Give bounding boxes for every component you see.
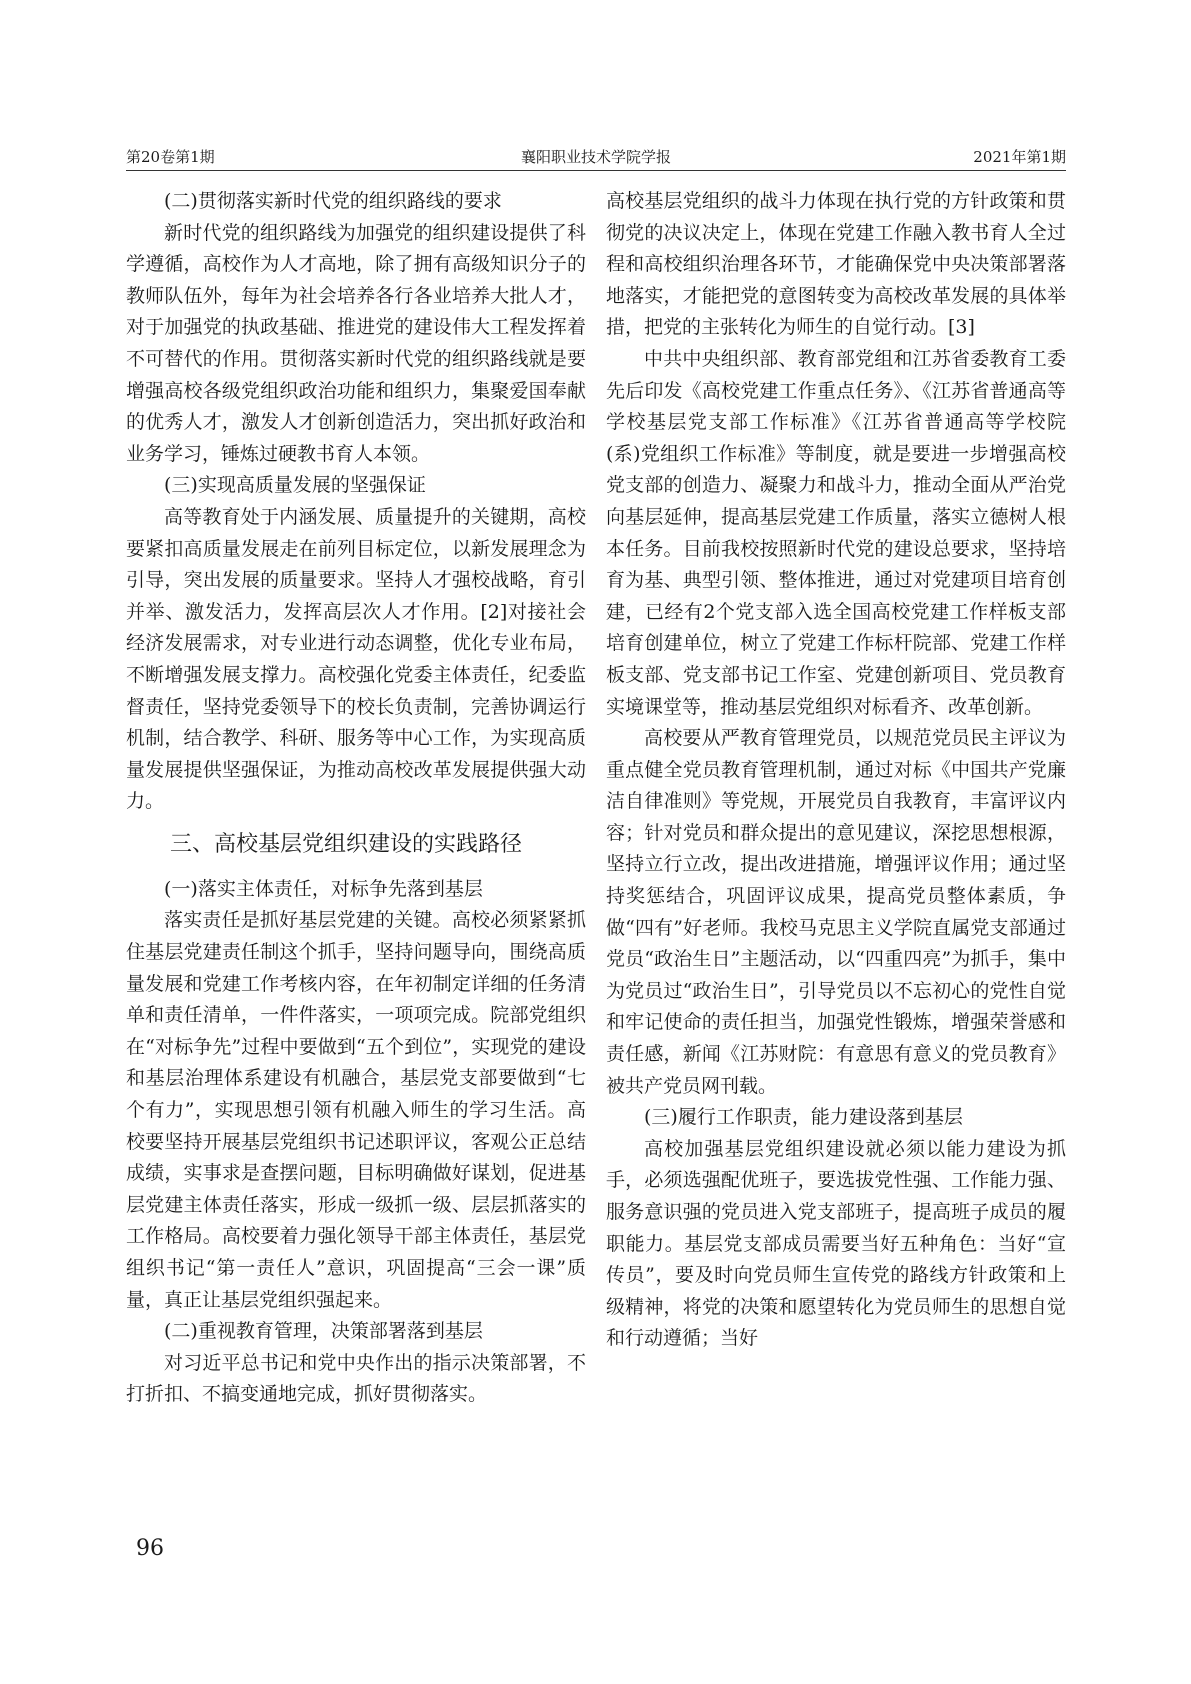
right-column xyxy=(606,186,1066,1355)
paragraph: 高等教育处于内涵发展、质量提升的关键期，高校要紧扣高质量发展走在前列目标定位，以新发展理念为引导，突出发展的质量要求。坚持人才强校战略，育引并举、激发活力，发挥高层次人才作用。[2]对接社会经济发展需求，对专业进行动态调整，优化专业布局，不断增强发展支撑力。高校强化党委主体责任，纪委监督责任，坚持党委领导下的校长负责制，完善协调运行机制，结合教学、科研、服务等中心工作，为实现高质量发展提供坚强保证，为推动高校改革发展提供强大动力。 xyxy=(126,505,586,813)
journal-title: 襄阳职业技术学院学报 xyxy=(520,148,671,166)
paragraph-continued: 高校基层党组织的战斗力体现在执行党的方针政策和贯彻党的决议决定上，体现在党建工作融入教书育人全过程和高校组织治理各环节，才能确保党中央决策部署落地落实，才能把党的意图转变为高校改革发展的具体举措，把党的主张转化为师生的自觉行动。[3] xyxy=(606,190,1066,339)
subsection-heading: (一)落实主体责任，对标争先落到基层 xyxy=(164,877,483,900)
left-column xyxy=(126,186,586,1411)
subsection-heading: (二)重视教育管理，决策部署落到基层 xyxy=(164,1320,483,1343)
header-rule xyxy=(126,170,1066,171)
running-header xyxy=(126,142,1066,168)
paragraph: 高校要从严教育管理党员，以规范党员民主评议为重点健全党员教育管理机制，通过对标《中国共产党廉洁自律准则》等党规，开展党员自我教育，丰富评议内容；针对党员和群众提出的意见建议，深挖思想根源，坚持立行立改，提出改进措施，增强评议作用；通过坚持奖惩结合，巩固评议成果，提高党员整体素质，争做“四有”好老师。我校马克思主义学院直属党支部通过党员“政治生日”主题活动，以“四重四亮”为抓手，集中为党员过“政治生日”，引导党员以不忘初心的党性自觉和牢记使命的责任担当，加强党性锻炼，增强荣誉感和责任感，新闻《江苏财院：有意思有意义的党员教育》被共产党员网刊载。 xyxy=(606,727,1066,1097)
paragraph: 对习近平总书记和党中央作出的指示决策部署，不打折扣、不搞变通地完成，抓好贯彻落实。 xyxy=(126,1351,586,1406)
subsection-heading: (三)履行工作职责，能力建设落到基层 xyxy=(644,1106,963,1129)
subsection-heading: (三)实现高质量发展的坚强保证 xyxy=(164,474,426,497)
paragraph: 高校加强基层党组织建设就必须以能力建设为抓手，必须选强配优班子，要选拔党性强、工作能力强、服务意识强的党员进入党支部班子，提高班子成员的履职能力。基层党支部成员需要当好五种角色：当好“宣传员”，要及时向党员师生宣传党的路线方针政策和上级精神，将党的决策和愿望转化为党员师生的思想自觉和行动遵循；当好 xyxy=(606,1137,1066,1350)
journal-issue: 2021年第1期 xyxy=(973,148,1066,166)
section-heading: 三、高校基层党组织建设的实践路径 xyxy=(170,831,523,857)
paragraph: 中共中央组织部、教育部党组和江苏省委教育工委先后印发《高校党建工作重点任务》、《江苏省普通高等学校基层党支部工作标准》《江苏省普通高等学校院(系)党组织工作标准》等制度，就是要进一步增强高校党支部的创造力、凝聚力和战斗力，推动全面从严治党向基层延伸，提高基层党建工作质量，落实立德树人根本任务。目前我校按照新时代党的建设总要求，坚持培育为基、典型引领、整体推进，通过对党建项目培育创建，已经有2个党支部入选全国高校党建工作样板支部培育创建单位，树立了党建工作标杆院部、党建工作样板支部、党支部书记工作室、党建创新项目、党员教育实境课堂等，推动基层党组织对标看齐、改革创新。 xyxy=(606,347,1066,718)
subsection-heading: (二)贯彻落实新时代党的组织路线的要求 xyxy=(164,190,502,212)
paragraph: 新时代党的组织路线为加强党的组织建设提供了科学遵循，高校作为人才高地，除了拥有高级知识分子的教师队伍外，每年为社会培养各行各业培养大批人才，对于加强党的执政基础、推进党的建设伟大工程发挥着不可替代的作用。贯彻落实新时代党的组织路线就是要增强高校各级党组织政治功能和组织力，集聚爱国奉献的优秀人才，激发人才创新创造活力，突出抓好政治和业务学习，锤炼过硬教书育人本领。 xyxy=(126,221,586,465)
page-number: 96 xyxy=(136,1536,164,1561)
paragraph: 落实责任是抓好基层党建的关键。高校必须紧紧抓住基层党建责任制这个抓手，坚持问题导向，围绕高质量发展和党建工作考核内容，在年初制定详细的任务清单和责任清单，一件件落实，一项项完成。院部党组织在“对标争先”过程中要做到“五个到位”，实现党的建设和基层治理体系建设有机融合，基层党支部要做到“七个有力”，实现思想引领有机融入师生的学习生活。高校要坚持开展基层党组织书记述职评议，客观公正总结成绩，实事求是查摆问题，目标明确做好谋划，促进基层党建主体责任落实，形成一级抓一级、层层抓落实的工作格局。高校要着力强化领导干部主体责任，基层党组织书记“第一责任人”意识，巩固提高“三会一课”质量，真正让基层党组织强起来。 xyxy=(126,909,586,1311)
journal-volume: 第20卷第1期 xyxy=(126,148,215,166)
